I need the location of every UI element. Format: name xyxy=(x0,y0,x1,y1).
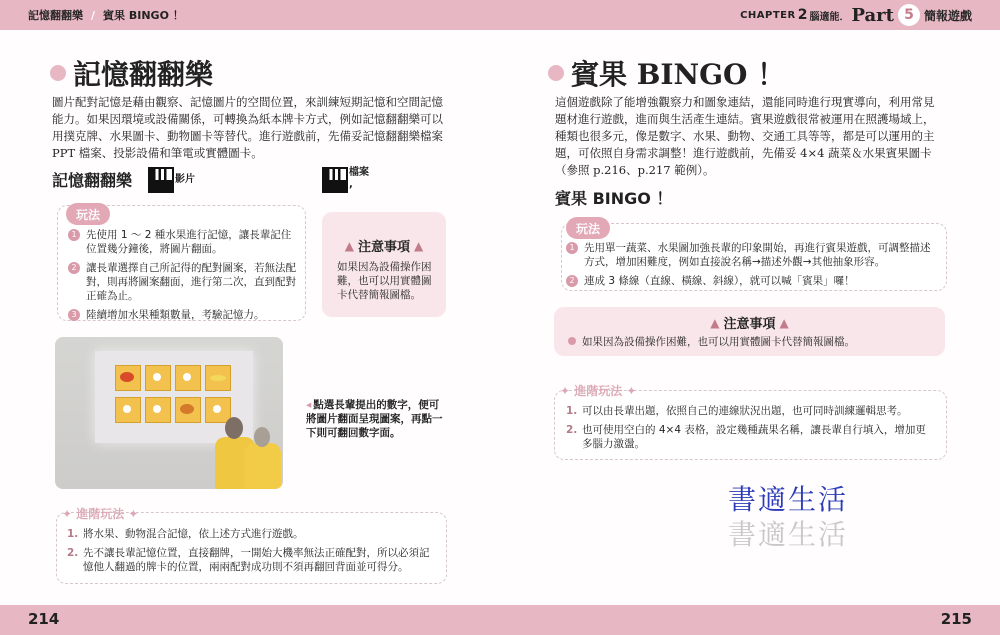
left-subhead: 記憶翻翻樂 xyxy=(52,171,133,190)
number-badge: 1 xyxy=(68,229,80,241)
left-play-list xyxy=(68,228,296,327)
right-play-label: 玩法 xyxy=(566,217,610,239)
right-note-text: 如果因為設備操作困難，也可以用實體圖卡代替簡報圖檔。 xyxy=(568,335,936,349)
right-title-text: 賓果 BINGO ！ xyxy=(571,58,786,91)
left-play-label: 玩法 xyxy=(66,203,110,225)
game-photo xyxy=(55,337,283,489)
right-page-number: 215 xyxy=(940,610,972,628)
right-play-list xyxy=(566,241,936,293)
left-note-text: 如果因為設備操作困難，也可以用實體圖卡代替簡報圖檔。 xyxy=(337,261,432,301)
watermark-blue: 書適生活 xyxy=(728,483,849,516)
number-badge: 2 xyxy=(68,262,80,274)
person-2-head xyxy=(254,427,270,447)
tile-number xyxy=(145,397,171,423)
number-badge: 1 xyxy=(566,242,578,254)
right-advanced-item: 1. 可以由長輩出題，依照自己的連線狀況出題，也可同時訓練邏輯思考。 xyxy=(566,405,908,417)
part-number: 5 xyxy=(898,4,920,26)
left-advanced-list xyxy=(67,527,437,579)
crumb-memory: 記憶翻翻樂 xyxy=(28,9,83,22)
chapter-prefix: CHAPTER xyxy=(740,9,796,21)
warning-icon: ▲ xyxy=(779,315,789,330)
video-qr-icon xyxy=(148,167,174,193)
tile-fruit xyxy=(115,365,141,391)
title-dot xyxy=(548,65,564,81)
file-qr-icon xyxy=(322,167,348,193)
warning-icon: ▲ xyxy=(710,315,720,330)
right-play-item: 2 連成 3 條線（直線、橫線、斜線），就可以喊「賓果」囉！ xyxy=(566,274,936,288)
chapter-number: 2 xyxy=(797,7,808,23)
right-subhead: 賓果 BINGO ！ xyxy=(555,189,673,208)
video-label: 影片 xyxy=(175,174,195,185)
right-section-title xyxy=(548,53,785,93)
person-2 xyxy=(245,443,281,489)
right-note-title: ▲ 注意事項 ▲ xyxy=(710,315,789,332)
right-play-item: 1 先用單一蔬菜、水果圖加強長輩的印象開始，再進行賓果遊戲，可調整描述方式，增加困難度，例如直接說名稱→描述外觀→其他抽象形容。 xyxy=(566,241,936,269)
part-label: Part xyxy=(851,4,894,26)
left-page-number: 214 xyxy=(28,610,60,628)
right-page xyxy=(500,0,1000,635)
chapter-title: 腦適能． xyxy=(809,11,850,23)
bullet-icon xyxy=(568,337,576,345)
caption-arrow-icon: ◂ xyxy=(306,399,312,411)
left-footer-band xyxy=(0,605,500,635)
warning-icon: ▲ xyxy=(344,238,354,253)
left-play-item: 2 讓長輩選擇自己所記得的配對圖案，若無法配對，則再將圖案翻面，進行第二次，直到配對正確為止。 xyxy=(68,261,296,303)
left-section-title xyxy=(50,53,213,93)
left-advanced-item: 2. 先不讓長輩記憶位置，直接翻牌，一開始大機率無法正確配對，所以必須記憶他人翻過的牌卡的位置，兩兩配對成功則不須再翻回背面並可得分。 xyxy=(67,547,430,573)
tile-number xyxy=(175,365,201,391)
number-badge: 2 xyxy=(566,275,578,287)
left-play-item: 1 先使用 1 ～ 2 種水果進行記憶，讓長輩記住位置幾分鐘後，將圖片翻面。 xyxy=(68,228,296,256)
part-title: 簡報遊戲 xyxy=(923,8,972,23)
right-advanced-title: ✦ 進階玩法 ✦ xyxy=(560,384,637,398)
watermark-gray: 書適生活 xyxy=(728,518,849,551)
photo-caption: ◂ 點選長輩提出的數字，便可將圖片翻面呈現圖案，再點一下則可翻回數字面。 xyxy=(306,399,443,439)
tile-fruit xyxy=(205,365,231,391)
crumb-divider: / xyxy=(91,8,96,22)
right-intro: 這個遊戲除了能增強觀察力和圖象連結，還能同時進行現實導向，利用常見題材進行遊戲，進而與生活產生連結。賓果遊戲很常被運用在照護場域上，種類也很多元，像是數字、水果、動物、交通工具等等，都是可以運用的主題，可依照自身需求調整！進行遊戲前，先備妥 4×4 蔬菜＆水果賓果圖卡（參照 p.216、p.217 範例）。 xyxy=(555,95,935,177)
right-footer-band xyxy=(500,605,1000,635)
left-note-title: ▲ 注意事項 ▲ xyxy=(344,238,424,255)
right-advanced-list xyxy=(566,404,936,456)
tile-number xyxy=(115,397,141,423)
left-advanced-title: ✦ 進階玩法 ✦ xyxy=(62,507,139,521)
tile-number xyxy=(145,365,171,391)
left-advanced-item: 1. 將水果、動物混合記憶，依上述方式進行遊戲。 xyxy=(67,528,304,540)
warning-icon: ▲ xyxy=(414,238,424,253)
left-title-text: 記憶翻翻樂 xyxy=(73,58,214,91)
tile-fruit xyxy=(175,397,201,423)
left-play-item: 3 陸續增加水果種類數量，考驗記憶力。 xyxy=(68,308,296,322)
right-advanced-item: 2. 也可使用空白的 4×4 表格，設定幾種蔬果名稱，讓長輩自行填入，增加更多腦力激盪。 xyxy=(566,424,926,450)
title-dot xyxy=(50,65,66,81)
left-intro: 圖片配對記憶是藉由觀察、記憶圖片的空間位置，來訓練短期記憶和空間記憶能力。如果因環境或設備關係，可轉換為紙本牌卡方式，例如記憶翻翻樂可以用撲克牌、水果圖卡、動物圖卡等替代。進行遊戲前，先備妥記憶翻翻樂檔案PPT 檔案、投影設備和筆電或實體圖卡。 xyxy=(52,95,443,160)
crumb-bingo: 賓果 BINGO ！ xyxy=(103,9,184,22)
file-label: 檔案 , xyxy=(349,167,369,190)
person-1-head xyxy=(225,417,243,439)
number-badge: 3 xyxy=(68,309,80,321)
